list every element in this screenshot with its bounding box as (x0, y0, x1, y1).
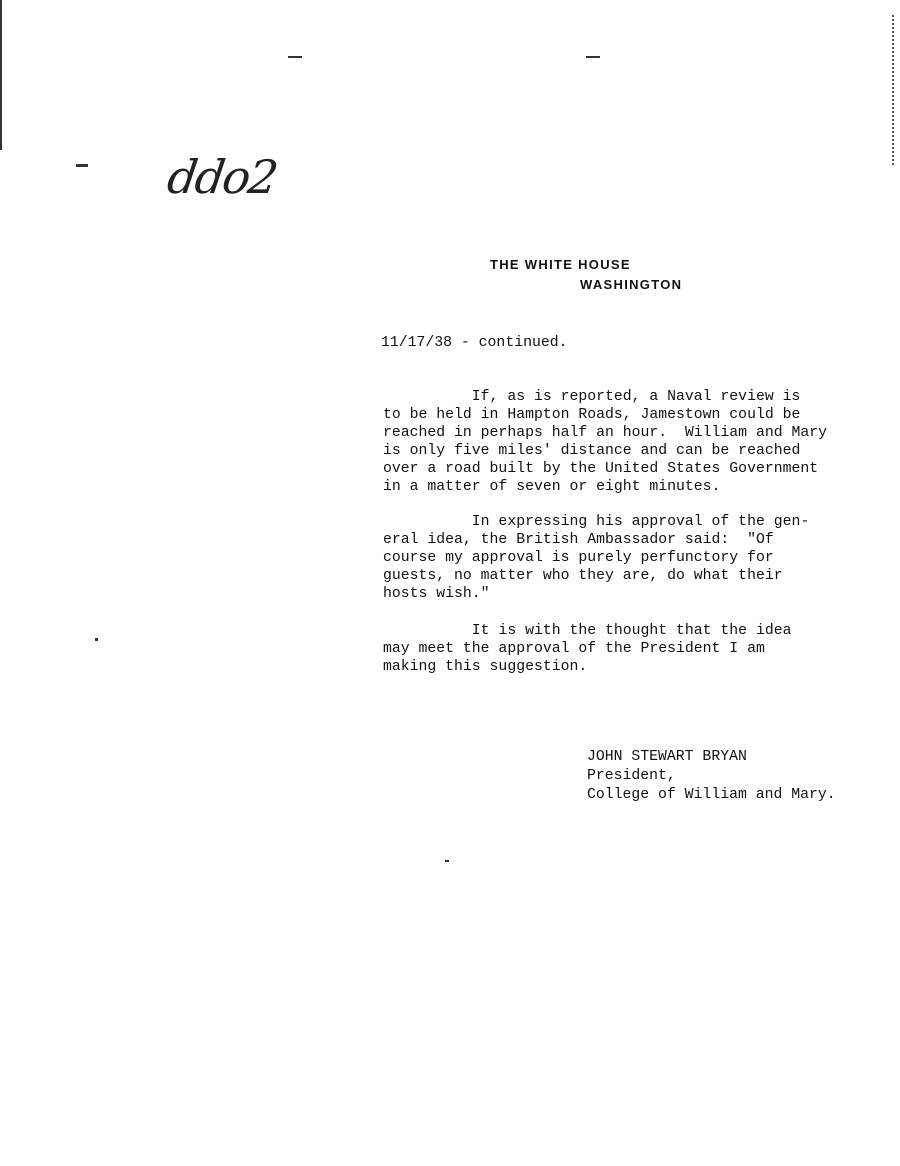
text-line: may meet the approval of the President I am (383, 641, 765, 657)
paragraph-3 (383, 622, 791, 676)
text-line: eral idea, the British Ambassador said: "Of (383, 532, 774, 548)
text-line: making this suggestion. (383, 659, 588, 675)
text-line: to be held in Hampton Roads, Jamestown could be (383, 407, 801, 423)
scan-mark (76, 164, 88, 167)
letterhead-city: WASHINGTON (580, 277, 683, 292)
text-line: If, as is reported, a Naval review is (383, 389, 801, 405)
text-line: reached in perhaps half an hour. William and Mary (383, 425, 827, 441)
scan-mark (586, 56, 600, 58)
text-line: course my approval is purely perfunctory for (383, 550, 774, 566)
text-line: is only five miles' distance and can be reached (383, 443, 801, 459)
scan-mark (95, 638, 98, 641)
text-line: In expressing his approval of the gen- (383, 514, 810, 530)
text-line: guests, no matter who they are, do what their (383, 568, 783, 584)
signature-block (587, 748, 836, 805)
date-line: 11/17/38 - continued. (381, 335, 568, 351)
signer-institution: College of William and Mary. (587, 787, 836, 803)
paragraph-2 (383, 513, 809, 603)
text-line: over a road built by the United States Government (383, 461, 819, 477)
handwritten-annotation: ddo2 (164, 150, 280, 204)
text-line: in a matter of seven or eight minutes. (383, 479, 721, 495)
signer-name: JOHN STEWART BRYAN (587, 749, 747, 765)
text-line: It is with the thought that the idea (383, 623, 792, 639)
scan-mark (288, 56, 302, 58)
letterhead-title: THE WHITE HOUSE (490, 257, 631, 272)
scan-mark (445, 860, 449, 862)
paragraph-1 (383, 388, 827, 496)
scan-edge-marks (882, 15, 894, 165)
scan-edge-line (0, 0, 2, 150)
signer-title: President, (587, 768, 676, 784)
text-line: hosts wish." (383, 586, 490, 602)
